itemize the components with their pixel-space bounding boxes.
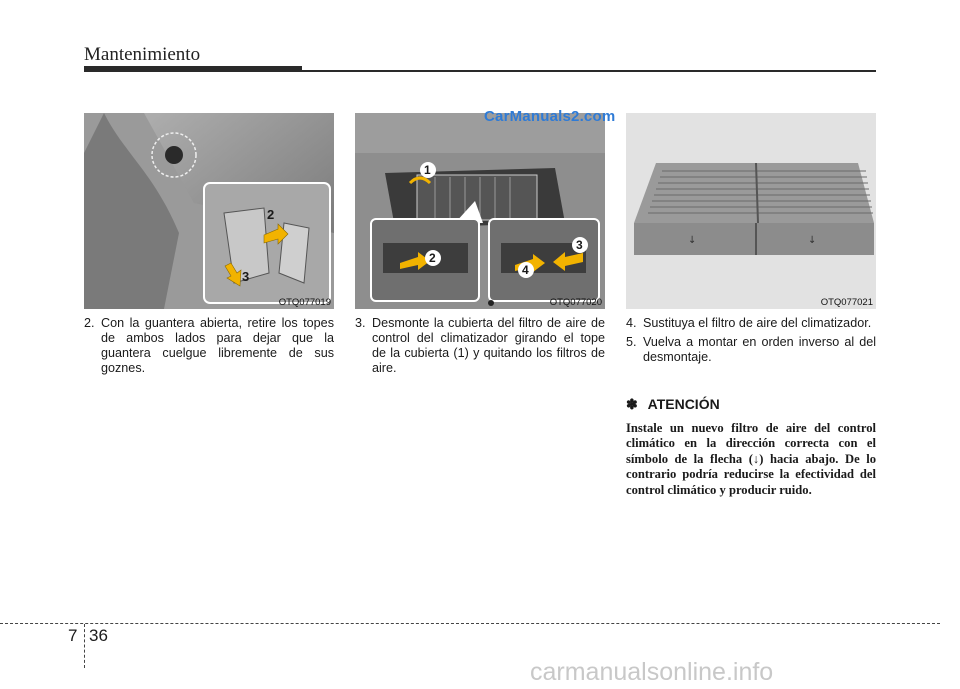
- callout-1: 1: [424, 163, 431, 177]
- glovebox-illustration: [84, 113, 334, 309]
- step-item: 4. Sustituya el filtro de aire del climatizador.: [626, 316, 872, 330]
- chapter-number: 7: [68, 626, 78, 645]
- page-number: 36: [89, 626, 108, 645]
- air-filter-illustration: [626, 113, 876, 309]
- figure-code: OTQ077021: [820, 297, 873, 308]
- step-text: Sustituya el filtro de aire del climatizador.: [643, 316, 872, 330]
- callout-4: 4: [522, 263, 529, 277]
- attention-title: ATENCIÓN: [647, 396, 720, 412]
- down-arrow-icon: ↓: [808, 235, 817, 246]
- down-arrow-icon: ↓: [688, 235, 697, 246]
- callout-2: 2: [429, 251, 436, 265]
- watermark-text: CarManuals2.com: [484, 108, 616, 125]
- step-item: 3. Desmonte la cubierta del filtro de aire de control del climatizador girando el tope de la cubierta (1) y quitando los filtros de aire.: [355, 316, 605, 375]
- footer-divider: [84, 624, 85, 668]
- step-item: 5. Vuelva a montar en orden inverso al del desmontaje.: [626, 335, 876, 364]
- header-rule-thin: [302, 70, 876, 72]
- figure-code: OTQ077019: [278, 297, 331, 308]
- step-text: Con la guantera abierta, retire los topes de ambos lados para dejar que la guantera cuelgue libremente de sus goznes.: [101, 316, 334, 375]
- column-1-text: [84, 316, 334, 380]
- column-2-text: [355, 316, 605, 380]
- asterisk-icon: ✽: [626, 396, 638, 412]
- column-3-text: [626, 316, 876, 369]
- attention-body: Instale un nuevo filtro de aire del control climático en la dirección correcta con el símbolo de la flecha (↓) hacia abajo. De lo contrario podría reducirse la efectividad del control climático y producir ruido.: [626, 421, 876, 497]
- figure-glovebox: [84, 113, 334, 309]
- header-rule-thick: [84, 66, 302, 72]
- site-watermark: carmanualsonline.info: [530, 658, 774, 686]
- footer-rule: [0, 623, 940, 624]
- page-section-title: Mantenimiento: [84, 44, 201, 65]
- figure-code: OTQ077020: [549, 297, 602, 308]
- filter-cover-illustration: [355, 113, 605, 309]
- figure-filter-cover: [355, 113, 605, 309]
- callout-3: 3: [242, 269, 250, 284]
- step-text: Vuelva a montar en orden inverso al del desmontaje.: [643, 335, 876, 364]
- step-item: 2. Con la guantera abierta, retire los topes de ambos lados para dejar que la guantera cuelgue libremente de sus goznes.: [84, 316, 334, 375]
- callout-3: 3: [576, 238, 583, 252]
- step-text: Desmonte la cubierta del filtro de aire de control del climatizador girando el tope de la cubierta (1) y quitando los filtros de aire.: [372, 316, 605, 375]
- callout-2: 2: [267, 207, 275, 222]
- figure-air-filter: [626, 113, 876, 309]
- attention-heading: [626, 396, 720, 413]
